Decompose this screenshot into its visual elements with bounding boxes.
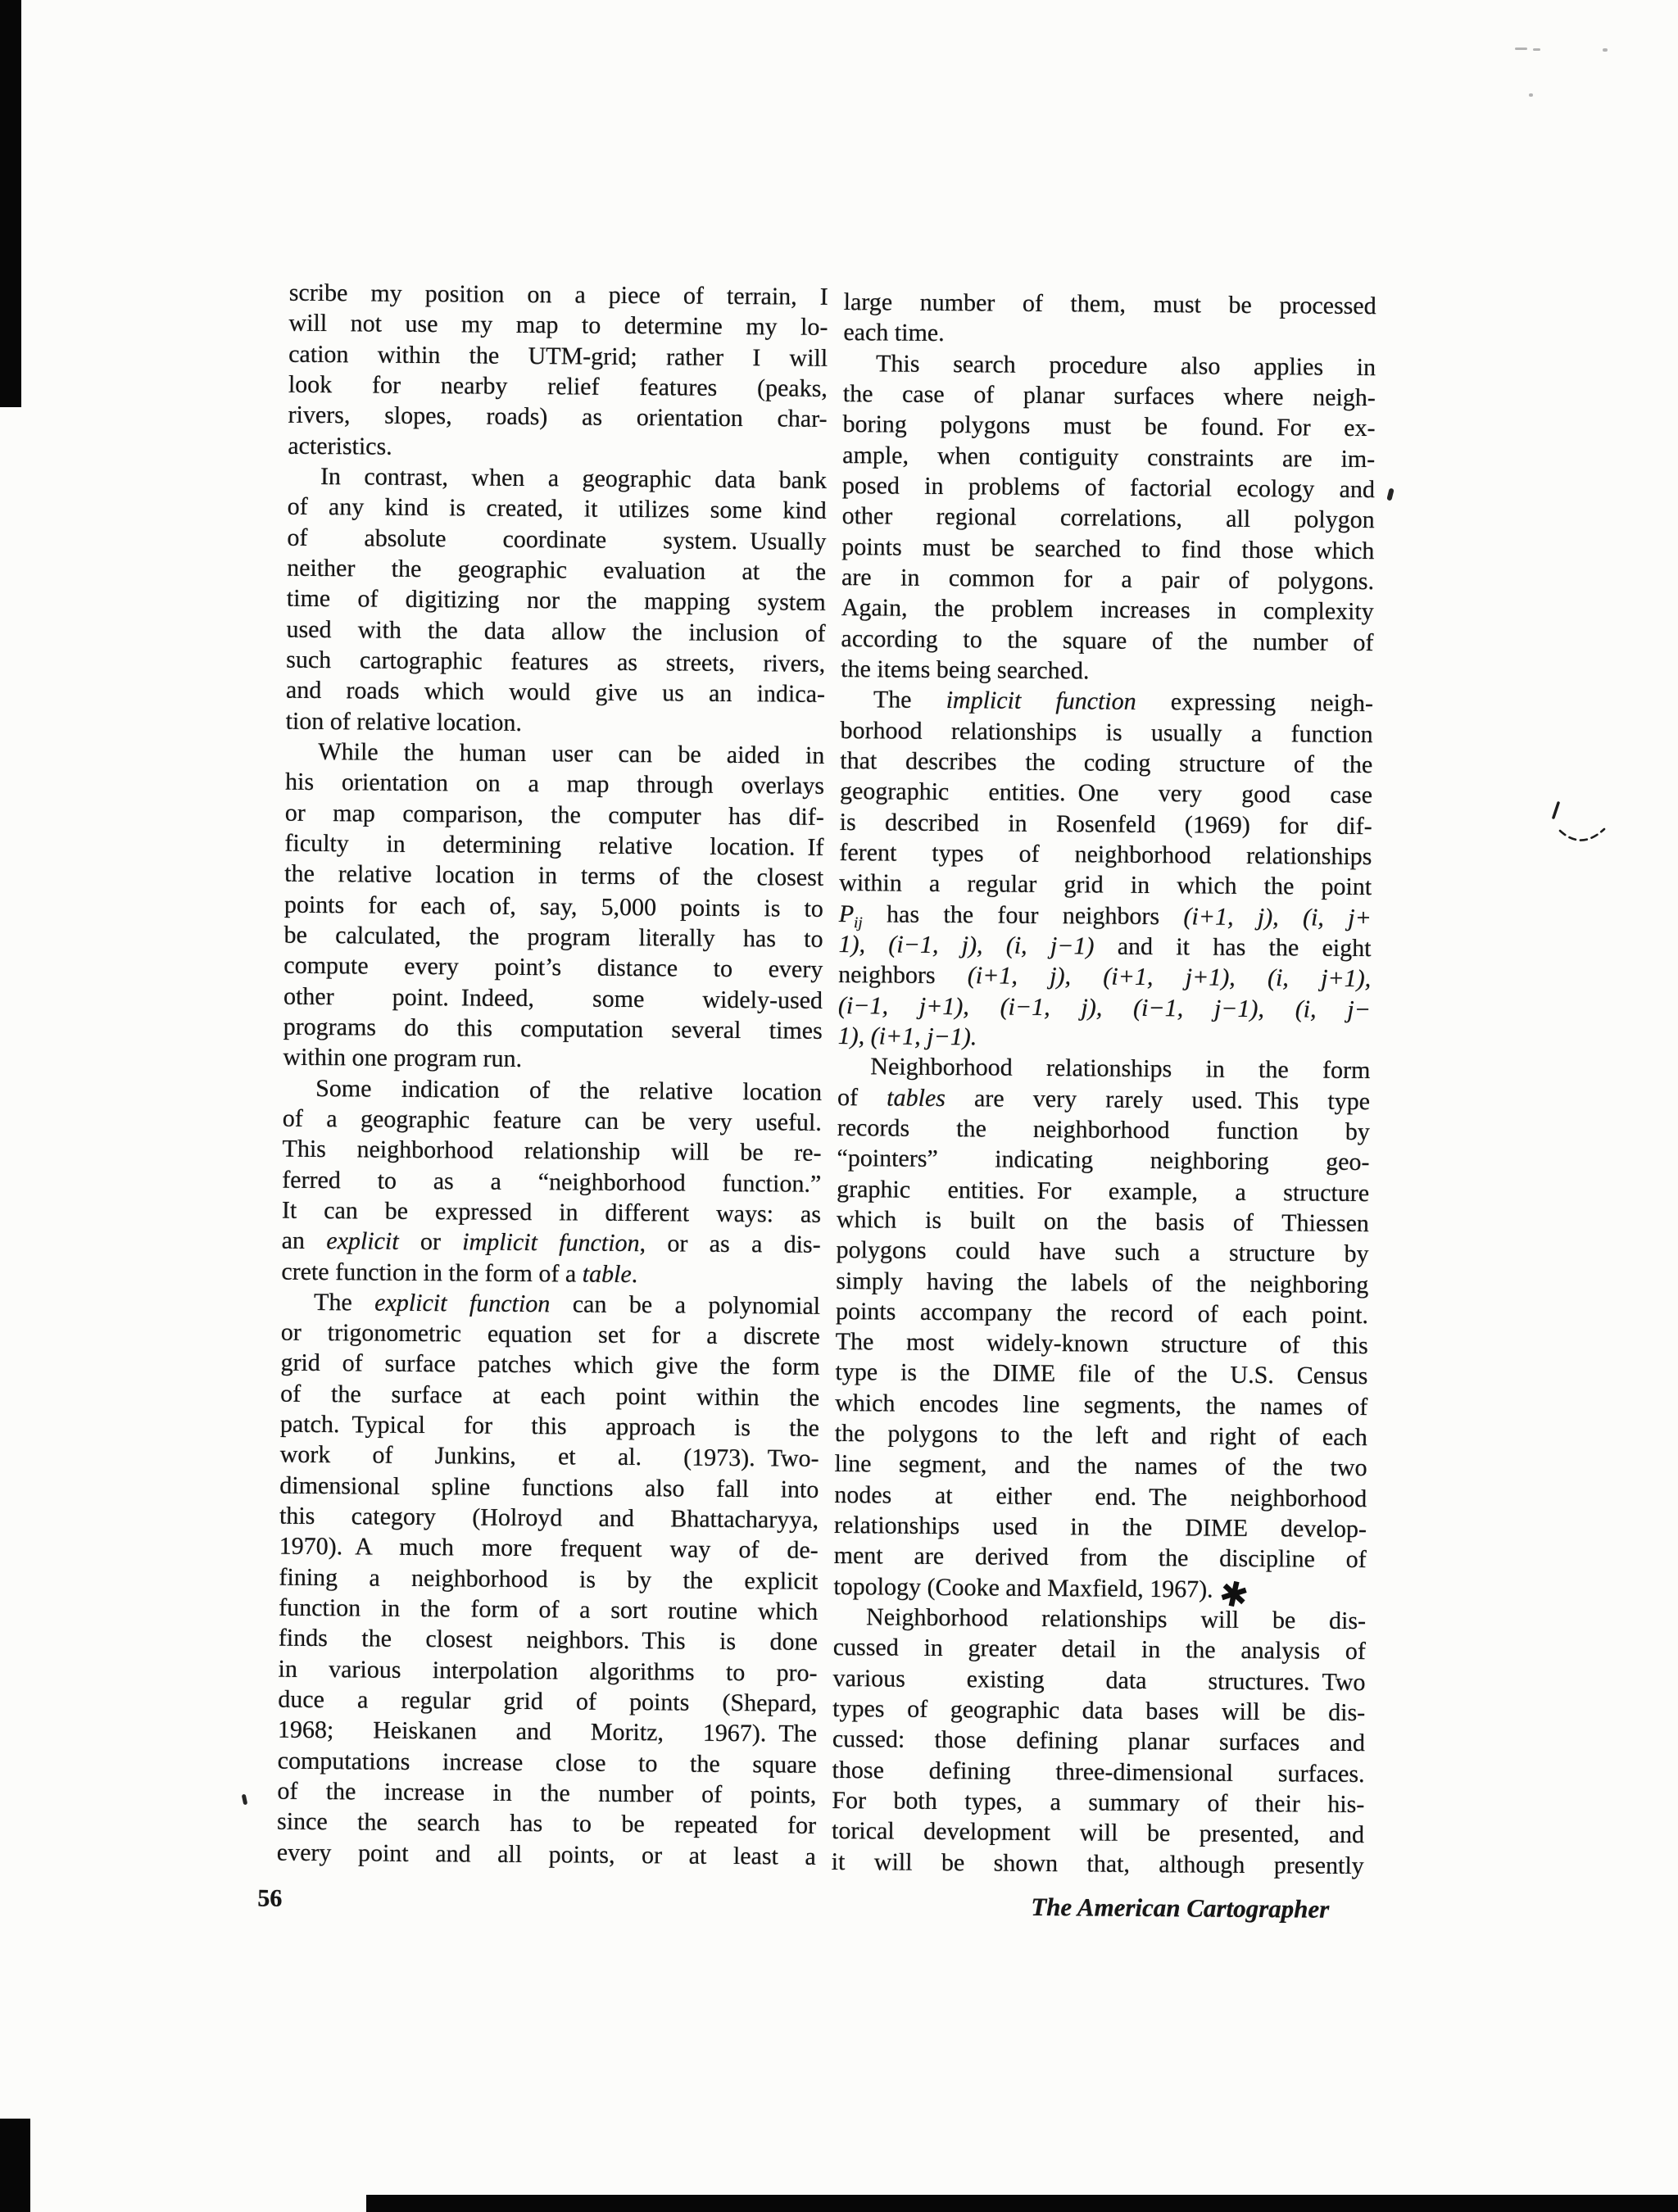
text-segment: explicit (326, 1227, 399, 1255)
text-segment: this category (Holroyd and Bhattacharyya, (279, 1502, 819, 1534)
text-segment: grid of surface patches which give the form (280, 1349, 820, 1381)
text-segment: time of digitizing nor the mapping system (286, 584, 826, 617)
text-segment: ficulty in determining relative location. If (284, 829, 824, 861)
text-segment: programs do this computation several times (283, 1013, 823, 1045)
journal-title: The American Cartographer (1031, 1892, 1330, 1924)
text-segment: are in common for a pair of polygons. (841, 563, 1375, 596)
text-line (286, 645, 825, 679)
text-line (834, 1540, 1367, 1575)
left-text-column (277, 278, 828, 1872)
text-line (842, 440, 1375, 474)
text-segment: Some indication of the relative location (315, 1074, 823, 1106)
text-line (841, 654, 1373, 688)
faint-dash-mark (1603, 48, 1608, 52)
text-line (844, 287, 1376, 321)
text-line (283, 1072, 822, 1107)
text-segment: various existing data structures. Two (832, 1664, 1366, 1696)
text-line (835, 1418, 1367, 1453)
text-segment: ferent types of neighborhood relationships (839, 838, 1372, 871)
text-segment: which encodes line segments, the names of (835, 1389, 1368, 1421)
text-line (833, 1571, 1366, 1617)
text-line (282, 1134, 821, 1168)
text-segment: patch. Typical for this approach is the (279, 1410, 820, 1442)
text-line (287, 553, 826, 587)
text-line (834, 1480, 1367, 1514)
text-line (282, 1195, 821, 1230)
text-segment: expressing neigh- (1136, 688, 1374, 718)
text-line (279, 1623, 818, 1657)
text-segment: of the increase in the number of points, (277, 1777, 817, 1809)
text-segment: neither the geographic evaluation at the (287, 554, 827, 586)
text-segment: his orientation on a map through overlays (284, 768, 825, 800)
text-segment: . (631, 1260, 638, 1288)
text-segment: within one program run. (283, 1043, 523, 1073)
text-line (287, 522, 826, 556)
text-line (832, 1785, 1364, 1820)
text-line (837, 1204, 1369, 1239)
text-line (281, 1256, 820, 1290)
text-segment: fining a neighborhood is by the explicit (279, 1563, 819, 1595)
text-line (836, 1296, 1368, 1330)
text-line (288, 400, 827, 434)
text-line (836, 1326, 1368, 1361)
text-segment: has the four neighbors (862, 900, 1184, 930)
text-segment: tion of relative location. (285, 707, 523, 737)
text-segment: borhood relationships is usually a function (840, 716, 1373, 748)
text-segment: , or as a dis- (639, 1230, 821, 1259)
text-line (289, 278, 828, 312)
text-line (279, 1562, 818, 1596)
text-line (843, 317, 1376, 351)
text-line (283, 920, 823, 954)
text-line (839, 868, 1372, 902)
text-line (843, 348, 1376, 383)
text-segment: “pointers” indicating neighboring geo- (837, 1145, 1370, 1176)
text-segment: 1), (i+1, j−1). (837, 1022, 977, 1051)
text-line (833, 1632, 1366, 1666)
text-line (840, 807, 1372, 841)
text-line (286, 614, 825, 648)
text-line (832, 1724, 1365, 1758)
text-line (837, 1173, 1369, 1208)
text-line (832, 1847, 1364, 1881)
scan-edge-bar-top-left (0, 0, 21, 407)
text-segment: torical development will be presented, and (831, 1817, 1365, 1849)
text-line (840, 715, 1372, 750)
text-line (279, 1470, 819, 1504)
text-line (279, 1531, 819, 1566)
text-segment: It can be expressed in different ways: as (281, 1196, 822, 1228)
text-line (838, 959, 1371, 994)
text-segment: it will be shown that, although presently (831, 1847, 1364, 1879)
text-segment: points accompany the record of each point. (835, 1297, 1369, 1329)
text-segment: graphic entities. For example, a structure (837, 1175, 1370, 1207)
text-line (838, 1021, 1371, 1055)
text-segment: ferred to as a “neighborhood function.” (282, 1166, 822, 1198)
text-segment: the case of planar surfaces where neigh- (842, 379, 1376, 412)
text-line (834, 1448, 1367, 1483)
text-segment: implicit function (462, 1228, 640, 1258)
text-segment: of absolute coordinate system. Usually (287, 524, 827, 555)
text-segment: This search procedure also applies in (875, 349, 1376, 381)
text-line (277, 1776, 816, 1811)
text-segment: records the neighborhood function by (837, 1113, 1370, 1145)
text-line (835, 1357, 1367, 1391)
text-segment: (i+1, j), (i+1, j+1), (i, j+1), (967, 962, 1372, 993)
text-line (835, 1388, 1367, 1422)
handwritten-curve-icon (1539, 795, 1617, 854)
text-line (282, 1226, 821, 1260)
text-line (288, 308, 828, 342)
text-segment: neighbors (838, 961, 968, 990)
faint-dash-mark (1529, 93, 1533, 97)
text-line (838, 990, 1371, 1025)
text-line (278, 1684, 817, 1719)
text-line (277, 1837, 816, 1871)
text-segment: The most widely-known structure of this (835, 1328, 1368, 1360)
text-segment: in various interpolation algorithms to pro- (278, 1655, 818, 1687)
text-segment: an (281, 1226, 327, 1255)
text-line (285, 797, 824, 832)
text-segment: can be a polynomial (550, 1290, 821, 1320)
text-line (834, 1510, 1367, 1544)
text-segment: ment are derived from the discipline of (833, 1542, 1367, 1574)
text-segment: function in the form of a sort routine which (279, 1593, 819, 1625)
text-segment: points must be searched to find those which (841, 533, 1375, 564)
text-segment: type is the DIME file of the U.S. Census (835, 1358, 1368, 1390)
text-line (841, 562, 1374, 596)
text-segment: (i+1, j), (i, j+ (1183, 902, 1372, 931)
text-line (284, 859, 823, 893)
text-line (842, 470, 1375, 505)
text-line (287, 583, 826, 618)
text-line (832, 1663, 1365, 1698)
text-segment: the items being searched. (841, 655, 1090, 685)
text-segment: and roads which would give us an indica- (285, 676, 826, 709)
text-segment: will not use my map to determine my lo- (288, 310, 828, 342)
text-line (283, 1042, 822, 1077)
text-segment: The (313, 1288, 375, 1317)
text-line (832, 1815, 1364, 1850)
text-segment: since the search has to be repeated for (276, 1808, 817, 1840)
text-line (281, 1286, 820, 1321)
text-segment: For both types, a summary of their his- (832, 1787, 1365, 1819)
text-segment: 1970). A much more frequent way of de- (279, 1533, 819, 1565)
text-line (278, 1653, 817, 1688)
text-line (837, 1113, 1370, 1147)
text-segment: table (582, 1260, 632, 1288)
text-segment: the polygons to the left and right of each (834, 1420, 1367, 1452)
text-segment: In contrast, when a geographic data bank (320, 462, 828, 494)
text-line (841, 532, 1374, 566)
text-segment: large number of them, must be processed (843, 288, 1376, 320)
text-segment: tables (887, 1083, 946, 1112)
text-segment: dimensional spline functions also fall into (279, 1471, 819, 1503)
text-segment: look for nearby relief features (peaks, (288, 370, 828, 402)
text-line (285, 737, 824, 771)
text-line (841, 592, 1374, 627)
text-segment: types of geographic data bases will be dis- (832, 1695, 1366, 1727)
text-segment: those defining three-dimensional surfaces. (832, 1756, 1365, 1788)
text-segment: the relative location in terms of the closest (284, 859, 824, 892)
text-line (282, 1164, 821, 1199)
text-segment: such cartographic features as streets, rivers, (286, 646, 826, 678)
text-line (278, 1715, 817, 1749)
text-line (283, 950, 823, 985)
text-line (280, 1378, 819, 1412)
text-segment: cussed in greater detail in the analysis of (832, 1634, 1366, 1666)
text-line (279, 1593, 818, 1627)
text-line (843, 378, 1376, 413)
text-segment: is described in Rosenfeld (1969) for dif- (839, 808, 1372, 840)
text-segment: of (837, 1083, 887, 1111)
text-segment: of a geographic feature can be very useful. (282, 1104, 822, 1136)
text-segment: and it has the eight (1094, 932, 1372, 962)
text-line (280, 1409, 819, 1444)
scan-edge-bar-bottom-left (0, 2119, 30, 2212)
text-segment: 1), (i−1, j), (i, j−1) (838, 930, 1095, 960)
text-segment: explicit function (374, 1289, 551, 1318)
text-line (288, 430, 827, 465)
text-segment: rivers, slopes, roads) as orientation char- (288, 401, 828, 433)
text-segment: geographic entities. One very good case (839, 777, 1373, 809)
faint-dash-mark (1533, 48, 1540, 51)
text-segment: or (398, 1227, 463, 1256)
text-line (283, 1104, 822, 1138)
text-segment: compute every point’s distance to every (283, 951, 823, 984)
page-number: 56 (257, 1884, 283, 1912)
text-segment: polygons could have such a structure by (836, 1236, 1369, 1268)
text-line (277, 1806, 816, 1841)
text-line (836, 1235, 1368, 1269)
text-segment: topology (Cooke and Maxfield, 1967). (833, 1572, 1213, 1603)
text-line (837, 1082, 1370, 1117)
text-segment: Neighborhood relationships will be dis- (865, 1603, 1367, 1635)
text-segment: which is built on the basis of Thiessen (836, 1205, 1370, 1237)
text-line (833, 1602, 1366, 1636)
text-segment: or trigonometric equation set for a discrete (280, 1318, 820, 1350)
text-line (288, 338, 828, 373)
text-line (279, 1501, 819, 1535)
text-segment: (i−1, j+1), (i−1, j), (i−1, j−1), (i, j− (837, 991, 1372, 1023)
text-line (841, 623, 1373, 658)
text-segment: 1968; Heiskanen and Moritz, 1967). The (277, 1716, 818, 1748)
text-segment: computations increase close to the square (277, 1747, 817, 1779)
text-segment: crete function in the form of a (281, 1258, 583, 1288)
text-line (839, 837, 1372, 872)
text-segment: While the human user can be aided in (318, 737, 825, 769)
text-segment: work of Junkins, et al. (1973). Two- (279, 1441, 819, 1473)
text-segment: are very rarely used. This type (945, 1084, 1371, 1115)
text-segment: acteristics. (288, 432, 392, 460)
text-line (284, 889, 823, 923)
text-line (286, 705, 825, 740)
text-segment: that describes the coding structure of the (840, 746, 1373, 779)
text-segment: P (838, 900, 855, 927)
text-line (283, 981, 823, 1015)
text-line (836, 1265, 1368, 1299)
handwritten-star-icon: ✱ (1215, 1571, 1253, 1617)
text-line (842, 409, 1375, 443)
text-segment: finds the closest neighbors. This is done (278, 1625, 818, 1657)
text-line (286, 675, 825, 709)
text-segment: each time. (843, 319, 945, 347)
text-segment: of the surface at each point within the (280, 1380, 820, 1412)
faint-dash-mark (1515, 48, 1527, 50)
text-segment: simply having the labels of the neighboring (836, 1267, 1369, 1299)
text-segment: within a regular grid in which the point (839, 869, 1372, 901)
text-line (278, 1745, 817, 1779)
text-segment: relationships used in the DIME develop- (833, 1512, 1367, 1543)
text-segment: ij (854, 913, 863, 931)
right-text-column (832, 287, 1376, 1881)
text-segment: Neighborhood relationships in the form (870, 1053, 1371, 1085)
text-segment: according to the square of the number of (841, 624, 1374, 656)
text-segment: scribe my position on a piece of terrain, I (288, 279, 828, 310)
text-line (281, 1317, 820, 1352)
text-segment: duce a regular grid of points (Shepard, (278, 1685, 818, 1717)
text-line (841, 684, 1373, 718)
text-segment: nodes at either end. The neighborhood (834, 1480, 1367, 1512)
text-line (279, 1439, 819, 1474)
text-line (288, 461, 827, 496)
scan-edge-bar-bottom (366, 2195, 1678, 2212)
text-segment: Again, the problem increases in complexity (841, 594, 1374, 626)
text-line (838, 929, 1371, 963)
text-line (842, 501, 1375, 535)
text-line (840, 776, 1372, 810)
text-segment: implicit function (946, 687, 1136, 716)
text-segment: cussed: those defining planar surfaces and (832, 1725, 1366, 1757)
text-segment: boring polygons must be found. For ex- (842, 410, 1376, 442)
text-line (280, 1348, 819, 1382)
text-segment: cation within the UTM-grid; rather I will (288, 340, 828, 372)
text-line (839, 899, 1372, 933)
text-segment: points for each of, say, 5,000 points is to (283, 891, 824, 922)
text-segment: The (873, 686, 946, 714)
text-line (837, 1051, 1370, 1086)
text-segment: of any kind is created, it utilizes some kind (287, 492, 827, 525)
text-line (285, 767, 824, 801)
text-segment: or map comparison, the computer has dif- (284, 799, 824, 831)
text-segment: be calculated, the program literally has to (283, 921, 823, 953)
text-segment: used with the data allow the inclusion of (286, 615, 826, 647)
text-segment: posed in problems of factorial ecology and (841, 471, 1376, 504)
text-segment: This neighborhood relationship will be re- (282, 1135, 822, 1167)
text-segment: other point. Indeed, some widely-used (283, 982, 823, 1014)
text-segment: ample, when contiguity constraints are im- (842, 441, 1376, 473)
text-line (284, 828, 823, 863)
text-line (832, 1693, 1365, 1728)
text-segment: every point and all points, or at least a (276, 1838, 816, 1870)
text-segment: line segment, and the names of the two (834, 1450, 1367, 1482)
text-line (288, 492, 827, 526)
text-segment: other regional correlations, all polygon (841, 502, 1375, 534)
text-line (283, 1012, 823, 1046)
text-line (288, 369, 828, 404)
text-line (832, 1755, 1364, 1789)
text-line (840, 746, 1372, 780)
text-line (837, 1143, 1369, 1177)
